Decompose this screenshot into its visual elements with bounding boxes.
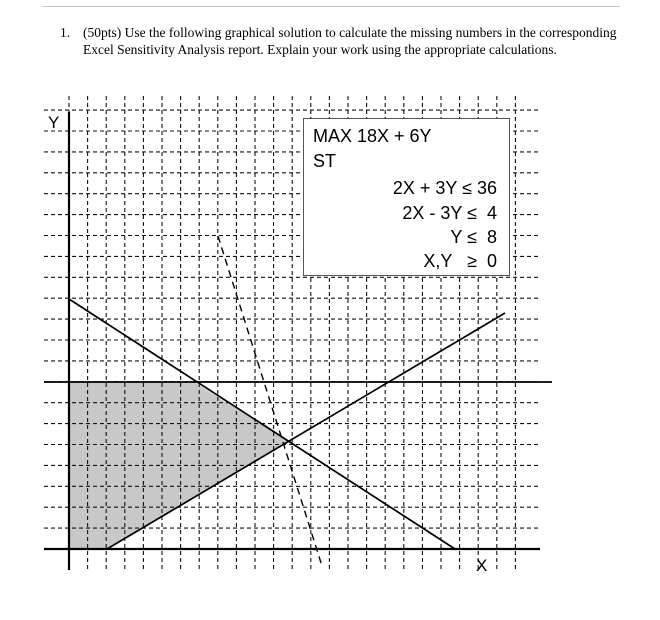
x-axis-label: X bbox=[476, 556, 488, 575]
y-axis-label: Y bbox=[48, 113, 60, 132]
objective-function: MAX 18X + 6Y bbox=[313, 126, 432, 146]
constraint-3: Y ≤ 8 bbox=[450, 227, 497, 247]
constraint-1: 2X + 3Y ≤ 36 bbox=[392, 178, 497, 198]
constraint-2: 2X - 3Y ≤ 4 bbox=[402, 203, 497, 223]
subject-to-label: ST bbox=[313, 151, 337, 171]
question-text: (50pts) Use the following graphical solution to calculate the missing numbers in the corresponding Excel Sensitivity Analysis report. Explain your work using the appropriate calculations. bbox=[83, 25, 617, 57]
model-box bbox=[303, 118, 510, 276]
question-number: 1. bbox=[60, 25, 71, 40]
constraint-4: X,Y ≥ 0 bbox=[423, 251, 497, 271]
objective-function-line bbox=[218, 236, 322, 566]
